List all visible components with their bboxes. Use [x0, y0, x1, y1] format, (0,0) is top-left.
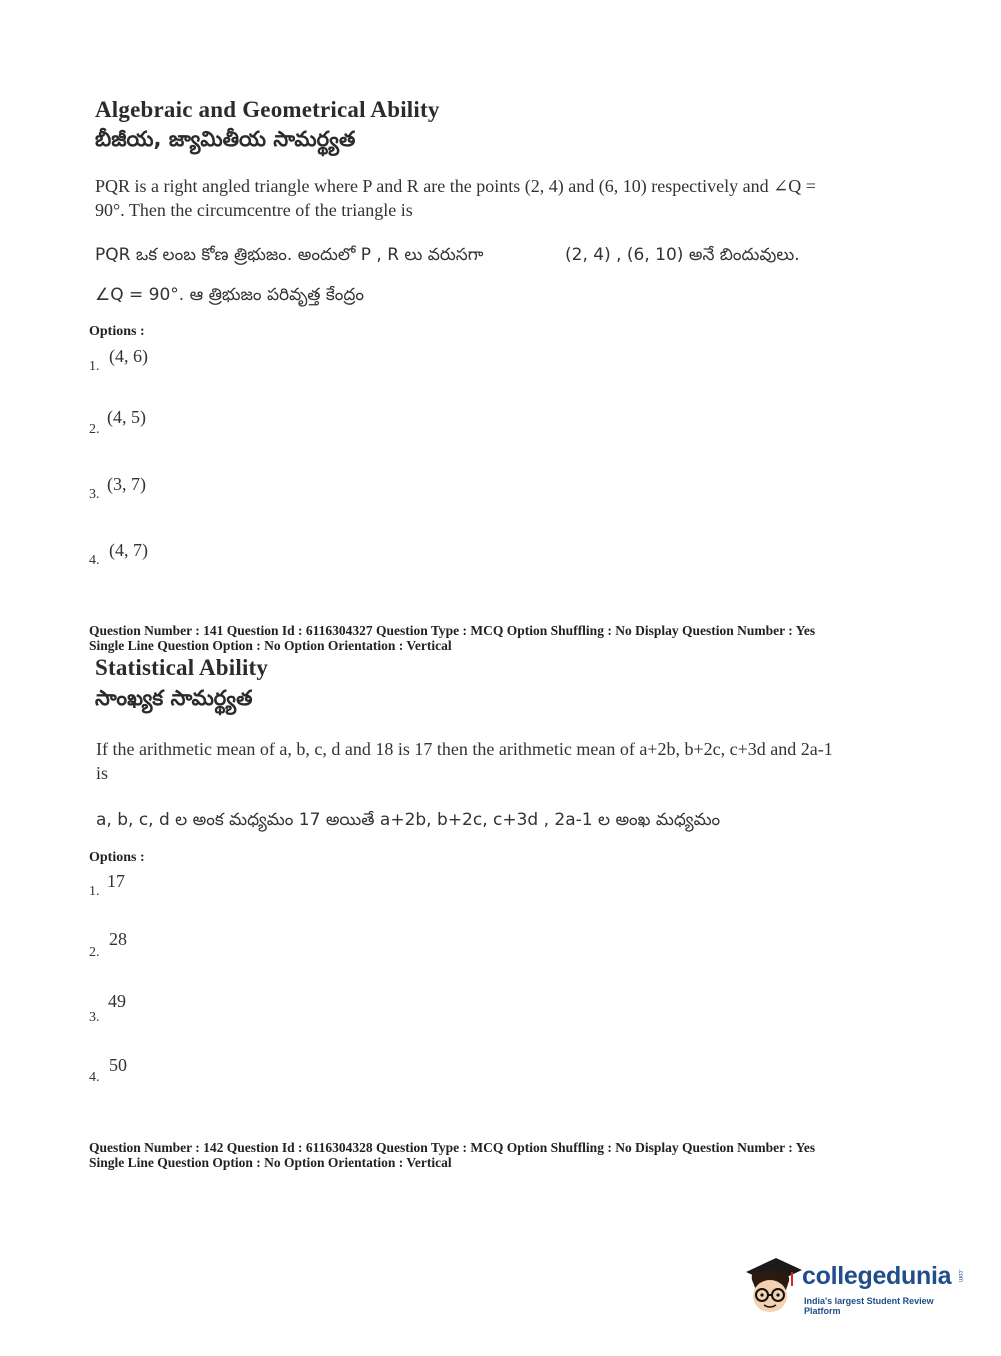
option-number: 2.: [89, 422, 100, 437]
option-number: 1.: [89, 359, 100, 374]
options-label: Options :: [89, 324, 145, 339]
question-meta: [89, 1140, 815, 1170]
option-number: 4.: [89, 1070, 100, 1085]
question-text-telugu: PQR ఒక లంబ కోణ త్రిభుజం. అందులో P , R లు వరుసగా: [95, 245, 484, 265]
option-value[interactable]: 49: [108, 991, 126, 1011]
options-label: Options :: [89, 850, 145, 865]
question-meta-line: Question Number : 141 Question Id : 6116304327 Question Type : MCQ Option Shuffling : No Display Question Number : Yes: [89, 623, 816, 638]
brand-tagline: India's largest Student Review Platform: [804, 1296, 934, 1316]
option-value[interactable]: (4, 5): [107, 407, 146, 427]
option-number: 1.: [89, 884, 100, 899]
section-title: Statistical Ability: [95, 655, 269, 680]
brand-com: .com: [957, 1269, 963, 1283]
question-text-telugu-line2: ∠Q = 90°. ఆ త్రిభుజం పరివృత్త కేంద్రం: [95, 285, 364, 305]
mascot-icon: [742, 1250, 804, 1320]
option-number: 3.: [89, 1010, 100, 1025]
section-title-telugu: బీజీయ, జ్యామితీయ సామర్థ్యత: [95, 127, 356, 151]
question-meta: [89, 623, 815, 653]
option-value[interactable]: (4, 7): [109, 540, 148, 560]
option-number: 4.: [89, 553, 100, 568]
option-value[interactable]: 50: [109, 1055, 127, 1075]
option-value[interactable]: 17: [107, 871, 125, 891]
question-text-telugu: a, b, c, d ల అంక మధ్యమం 17 అయితే a+2b, b+2c, c+3d , 2a-1 ల అంఖ మధ్యమం: [96, 810, 721, 830]
option-number: 2.: [89, 945, 100, 960]
option-number: 3.: [89, 487, 100, 502]
question-meta-line: Question Number : 142 Question Id : 6116304328 Question Type : MCQ Option Shuffling : No Display Question Number : Yes: [89, 1140, 816, 1155]
brand-logo: [742, 1250, 972, 1320]
question-text-telugu-points: (2, 4) , (6, 10) అనే బిందువులు.: [565, 245, 800, 265]
brand-name: collegedunia: [802, 1262, 952, 1290]
option-value[interactable]: (3, 7): [107, 474, 146, 494]
question-text: PQR is a right angled triangle where P and R are the points (2, 4) and (6, 10) respectively and ∠Q = 90°. Then the circumcentre of the triangle is: [95, 176, 816, 220]
question-meta-line: Single Line Question Option : No Option Orientation : Vertical: [89, 638, 452, 653]
question-text: If the arithmetic mean of a, b, c, d and 18 is 17 then the arithmetic mean of a+2b, b+2c, c+3d and 2a-1 is: [96, 739, 833, 783]
section-title: Algebraic and Geometrical Ability: [95, 97, 440, 122]
option-value[interactable]: (4, 6): [109, 346, 148, 366]
option-value[interactable]: 28: [109, 929, 127, 949]
question-meta-line: Single Line Question Option : No Option Orientation : Vertical: [89, 1155, 452, 1170]
section-title-telugu: సాంఖ్యక సామర్థ్యత: [95, 686, 253, 710]
